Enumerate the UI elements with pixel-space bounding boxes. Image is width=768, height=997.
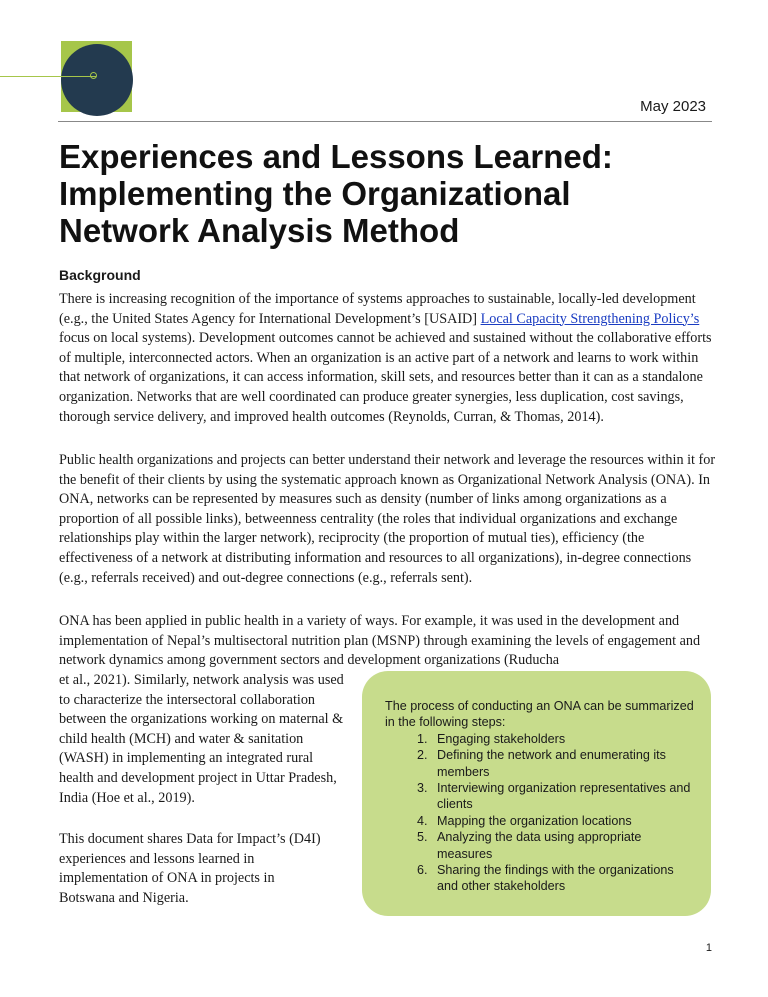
local-capacity-policy-link[interactable]: Local Capacity Strengthening Policy’s — [480, 310, 700, 327]
section-heading-background: Background — [59, 267, 141, 283]
ona-steps-callout — [362, 671, 711, 916]
title-line: Experiences and Lessons Learned: — [59, 138, 613, 175]
title-line: Network Analysis Method — [59, 212, 460, 249]
page-number: 1 — [705, 942, 712, 954]
paragraph-intro — [59, 290, 719, 427]
paragraph-document-purpose: This document shares Data for Impact’s (D4I) experiences and lessons learned in implementation of ONA in projects in Botswana and Nigeria. — [59, 831, 321, 906]
list-item: 3. Interviewing organization representatives and clients — [431, 780, 695, 813]
list-item: 6. Sharing the findings with the organizations and other stakeholders — [431, 862, 695, 895]
list-item: 5. Analyzing the data using appropriate measures — [431, 829, 695, 862]
paragraph-ona-example: et al., 2021). Similarly, network analysis was used to characterize the intersectoral collaboration between the organizations working on maternal & child health (MCH) and water & sanitation (WASH) in implementing an integrated rural health and development project in Uttar Pradesh, India (Hoe et al., 2019). — [59, 672, 344, 806]
logo-dot-icon — [90, 72, 97, 79]
paragraph-text: focus on local systems). Development outcomes cannot be achieved and sustained without the collaborative efforts of multiple, interconnected actors. When an organization is an active part of a network and learns to work within that network of organizations, it can access information, skill sets, and resources better than it can as a standalone organization. Networks that are well coordinated can produce greater synergies, less duplication, cost savings, thorough service delivery, and improved health outcomes (Reynolds, Curran, & Thomas, 2014). — [59, 330, 712, 425]
circle-logo-icon — [61, 44, 133, 116]
callout-intro: The process of conducting an ONA can be summarized in the following steps: — [385, 699, 694, 730]
document-title — [59, 138, 719, 249]
paragraph-text: There is increasing recognition of the importance of systems approaches to sustainable, locally-led development (e.g., the United States Agency for International Development’s [USAID] — [59, 291, 696, 327]
header-divider — [58, 121, 712, 122]
logo-line — [0, 76, 96, 77]
document-date: May 2023 — [640, 98, 706, 115]
title-line: Implementing the Organizational — [59, 175, 571, 212]
paragraph-ona-definition: Public health organizations and projects can better understand their network and leverage the resources within it for the benefit of their clients by using the systematic approach known as Organizational Network Analysis (ONA). In ONA, networks can be represented by measures such as density (number of links among organizations as a proportion of all possible links), betweenness centrality (the roles that individual organizations and exchange relationships play within the larger network), reciprocity (the proportion of mutual ties), efficiency (the effectiveness of a network at distributing information and resources to all organizations), in-degree connections (e.g., referrals received) and out-degree connections (e.g., referrals sent). — [59, 452, 716, 586]
list-item: 1. Engaging stakeholders — [431, 731, 695, 747]
paragraph-ona-applications: ONA has been applied in public health in a variety of ways. For example, it was used in the development and implementation of Nepal’s multisectoral nutrition plan (MSNP) through examining the levels of engagement and network dynamics among government sectors and development organizations (Ruducha — [59, 613, 701, 669]
list-item: 2. Defining the network and enumerating its members — [431, 747, 695, 780]
ona-steps-list — [385, 731, 695, 895]
list-item: 4. Mapping the organization locations — [431, 813, 695, 829]
